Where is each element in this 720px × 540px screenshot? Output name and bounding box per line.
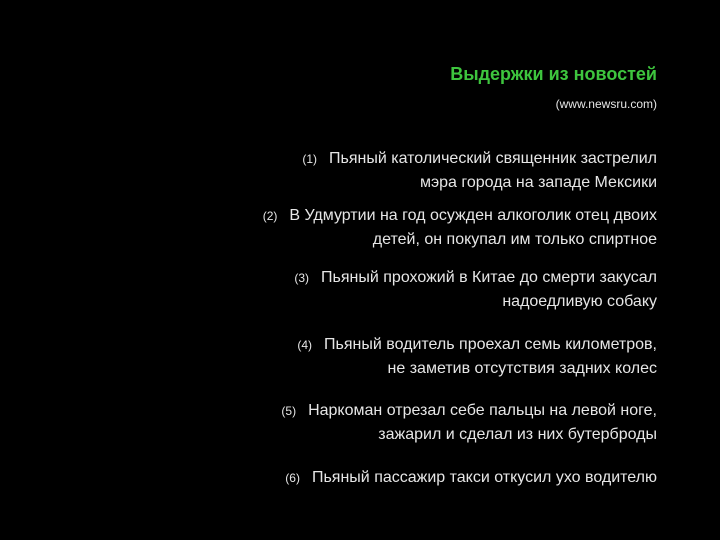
item-line: Пьяный прохожий в Китае до смерти закусал: [321, 269, 657, 286]
news-item: [297, 333, 657, 381]
item-line: Пьяный пассажир такси откусил ухо водителю: [311, 469, 657, 486]
item-text: [312, 466, 657, 490]
news-item: [285, 466, 657, 490]
item-line: надоедливую собаку: [502, 293, 657, 310]
item-text: [329, 147, 657, 195]
item-text: [308, 399, 657, 447]
item-text: [324, 333, 657, 381]
item-number: (4): [297, 338, 313, 352]
item-number: (6): [285, 471, 300, 485]
item-line: Пьяный католический священник застрелил: [329, 150, 657, 167]
item-number: (1): [302, 152, 317, 166]
item-line: В Удмуртии на год осужден алкоголик отец двоих: [289, 207, 657, 224]
news-item: [302, 147, 657, 195]
source-note: (www.newsru.com): [555, 97, 657, 111]
slide-title: Выдержки из новостей: [450, 64, 657, 84]
item-line: Наркоман отрезал себе пальцы на левой ноге,: [308, 402, 657, 419]
item-number: (2): [262, 209, 278, 223]
item-number: (5): [281, 404, 297, 418]
item-line: зажарил и сделал из них бутерброды: [378, 426, 657, 443]
item-line: детей, он покупал им только спиртное: [372, 231, 657, 248]
news-item: [281, 399, 657, 447]
item-number: (3): [294, 271, 310, 285]
item-line: мэра города на западе Мексики: [419, 174, 657, 191]
news-item: [263, 204, 657, 252]
item-line: Пьяный водитель проехал семь километров,: [324, 336, 657, 353]
item-text: [321, 266, 657, 314]
item-line: не заметив отсутствия задних колес: [387, 360, 657, 377]
item-text: [289, 204, 657, 252]
news-item: [294, 266, 657, 314]
